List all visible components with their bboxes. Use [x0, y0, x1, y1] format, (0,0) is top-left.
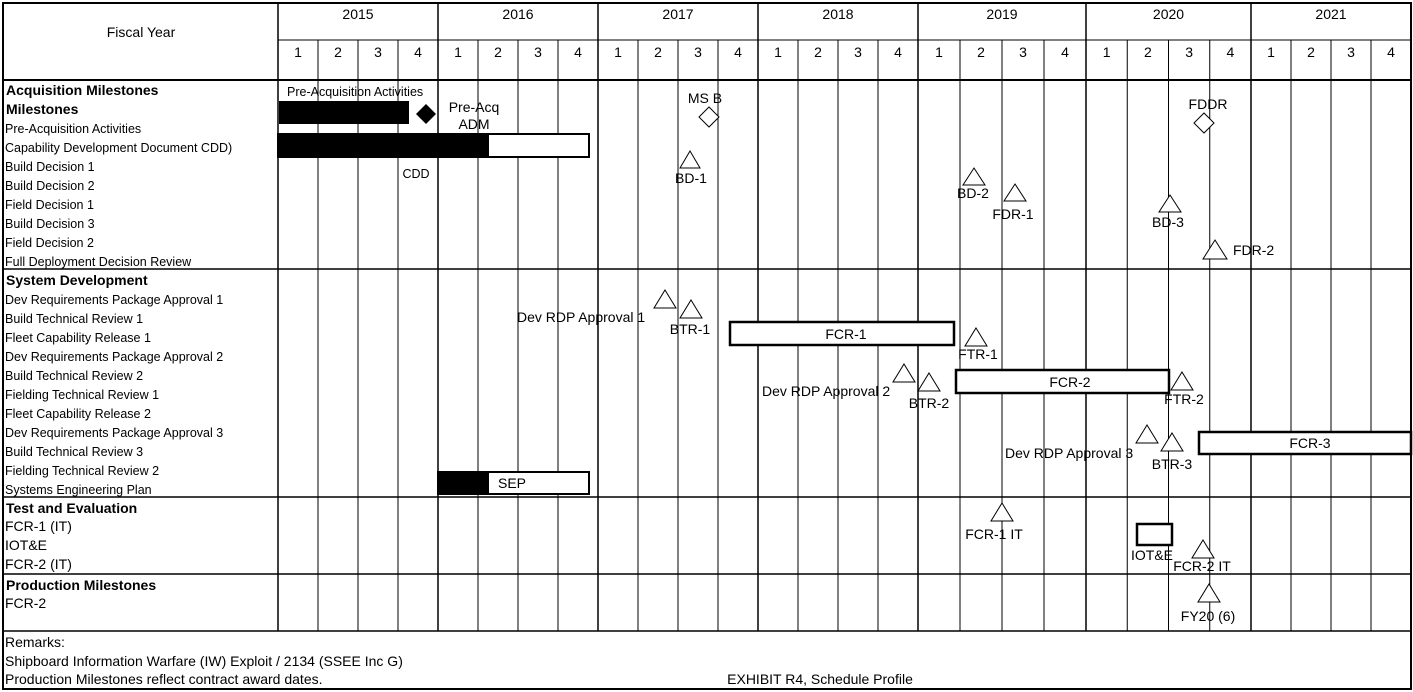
triangle-ftr-2	[1171, 372, 1193, 390]
triangle-dev-rdp-3	[1136, 425, 1158, 443]
quarter-label: 2	[1307, 44, 1315, 60]
annotation-dev-rdp-1: Dev RDP Approval 1	[517, 309, 646, 325]
annotation-btr-1: BTR-1	[669, 321, 711, 337]
quarter-label: 1	[1102, 44, 1111, 60]
annotation-sep: SEP	[497, 475, 527, 491]
quarter-label: 2	[814, 44, 822, 60]
quarter-labels	[294, 44, 1395, 60]
annotation-fcr-1: FCR-1	[825, 326, 867, 342]
year-label: 2018	[822, 6, 854, 22]
triangle-fdr-1	[1004, 184, 1026, 201]
section-title-production: Production Milestones	[6, 577, 157, 593]
triangle-fcr-2-it	[1192, 540, 1214, 558]
row-label: Fleet Capability Release 2	[5, 407, 151, 421]
triangle-bd-1	[680, 151, 700, 168]
annotation-bd-1: BD-1	[675, 170, 707, 186]
row-label: Build Decision 1	[5, 160, 95, 174]
triangle-fy20	[1198, 584, 1220, 602]
quarter-label: 4	[414, 44, 422, 60]
row-label: Build Technical Review 2	[5, 369, 144, 383]
fiscal-year-label: Fiscal Year	[106, 24, 176, 40]
quarter-label: 4	[894, 44, 902, 60]
row-label: Build Technical Review 1	[5, 312, 144, 326]
quarter-label: 3	[1019, 44, 1027, 60]
row-label: FCR-2	[5, 595, 47, 611]
quarter-label: 1	[454, 44, 462, 60]
triangle-fdr-2	[1203, 240, 1227, 259]
triangle-btr-3	[1161, 433, 1183, 451]
row-label-milestones: Milestones	[6, 101, 79, 117]
year-label: 2016	[502, 6, 534, 22]
diamond-pre-acq-adm	[416, 104, 436, 124]
quarter-label: 2	[334, 44, 342, 60]
quarter-label: 4	[734, 44, 742, 60]
annotation-ms-b: MS B	[687, 90, 723, 106]
triangle-bd-2	[963, 168, 985, 185]
row-label: Fielding Technical Review 2	[5, 464, 160, 478]
bar-sep-complete	[438, 472, 488, 494]
annotation-cdd: CDD	[402, 167, 430, 181]
triangle-dev-rdp-1	[654, 290, 676, 308]
annotation-fcr-2-it: FCR-2 IT	[1173, 558, 1231, 574]
gantt-bars	[278, 101, 1411, 545]
bar-cdd-planned	[488, 134, 589, 157]
row-label: IOT&E	[5, 537, 48, 553]
remarks-line-1: Shipboard Information Warfare (IW) Exploit / 2134 (SSEE Inc G)	[5, 653, 403, 669]
annotation-fcr-1-it: FCR-1 IT	[965, 526, 1023, 542]
triangle-btr-1	[680, 300, 702, 318]
quarter-label: 1	[774, 44, 782, 60]
quarter-label: 4	[1387, 44, 1395, 60]
row-label: Field Decision 1	[5, 198, 94, 212]
triangle-ftr-1	[965, 328, 987, 346]
row-label: Systems Engineering Plan	[5, 483, 152, 497]
triangle-bd-3	[1159, 195, 1181, 212]
annotation-pre-acq-adm-2: ADM	[458, 116, 490, 132]
remarks-label: Remarks:	[5, 634, 65, 650]
quarter-label: 3	[1347, 44, 1355, 60]
annotation-fddr: FDDR	[1188, 96, 1228, 112]
quarter-label: 2	[1143, 44, 1152, 60]
row-label: Dev Requirements Package Approval 1	[5, 293, 224, 307]
row-label: Pre-Acquisition Activities	[5, 122, 142, 136]
quarter-label: 3	[694, 44, 702, 60]
year-labels	[342, 6, 1346, 22]
row-label: Fielding Technical Review 1	[5, 388, 160, 402]
annotation-fdr-2: FDR-2	[1233, 242, 1275, 258]
quarter-label: 3	[534, 44, 542, 60]
year-label: 2019	[986, 6, 1018, 22]
year-label: 2021	[1315, 6, 1347, 22]
annotation-fcr-3: FCR-3	[1289, 435, 1331, 451]
row-label: Build Decision 2	[5, 179, 95, 193]
annotation-dev-rdp-2: Dev RDP Approval 2	[762, 383, 891, 399]
annotation-btr-2: BTR-2	[908, 395, 950, 411]
annotation-fdr-1: FDR-1	[992, 206, 1034, 222]
annotation-pre-acq-adm-1: Pre-Acq	[448, 99, 500, 115]
exhibit-title: EXHIBIT R4, Schedule Profile	[727, 671, 913, 687]
bar-cdd-complete	[278, 134, 488, 157]
annotation-ftr-2: FTR-2	[1164, 391, 1204, 407]
quarter-label: 2	[977, 44, 985, 60]
remarks-line-2: Production Milestones reflect contract award dates.	[5, 671, 323, 687]
quarter-label: 1	[614, 44, 622, 60]
row-label: Full Deployment Decision Review	[5, 255, 192, 269]
quarter-label: 1	[1267, 44, 1275, 60]
section-title-system-development: System Development	[6, 272, 148, 288]
quarter-label: 2	[494, 44, 502, 60]
row-label: Dev Requirements Package Approval 3	[5, 426, 224, 440]
quarter-label: 1	[935, 44, 943, 60]
annotation-bd-2: BD-2	[957, 185, 989, 201]
row-label: Capability Development Document CDD)	[5, 141, 233, 155]
year-label: 2020	[1152, 6, 1185, 22]
annotation-btr-3: BTR-3	[1151, 456, 1193, 472]
milestone-markers	[416, 104, 1227, 602]
annotation-dev-rdp-3: Dev RDP Approval 3	[1005, 445, 1134, 461]
quarter-label: 3	[1185, 44, 1194, 60]
triangle-dev-rdp-2	[893, 364, 915, 382]
row-label: Field Decision 2	[5, 236, 94, 250]
row-label: FCR-1 (IT)	[5, 518, 72, 534]
row-label: Build Technical Review 3	[5, 445, 144, 459]
triangle-btr-2	[918, 373, 940, 391]
diamond-ms-b	[699, 107, 719, 127]
annotation-bd-3: BD-3	[1152, 214, 1184, 230]
row-label: Build Decision 3	[5, 217, 95, 231]
quarter-label: 2	[654, 44, 662, 60]
bar-iote	[1137, 524, 1172, 545]
annotation-fy20: FY20 (6)	[1180, 608, 1236, 624]
annotation-pre-acq-activities: Pre-Acquisition Activities	[287, 85, 424, 99]
annotation-iote: IOT&E	[1130, 547, 1174, 563]
quarter-label: 3	[854, 44, 862, 60]
annotation-ftr-1: FTR-1	[958, 346, 998, 362]
quarter-label: 4	[1226, 44, 1235, 60]
year-label: 2017	[662, 6, 694, 22]
row-label: FCR-2 (IT)	[5, 556, 72, 572]
row-label: Fleet Capability Release 1	[5, 331, 151, 345]
row-label: Dev Requirements Package Approval 2	[5, 350, 224, 364]
year-label: 2015	[342, 6, 374, 22]
quarter-label: 4	[574, 44, 582, 60]
diamond-fddr	[1194, 113, 1214, 133]
section-title-acquisition: Acquisition Milestones	[6, 82, 159, 98]
triangle-fcr-1-it	[991, 503, 1013, 521]
annotation-fcr-2: FCR-2	[1049, 374, 1091, 390]
quarter-label: 3	[374, 44, 382, 60]
bar-pre-acquisition	[279, 101, 409, 124]
quarter-label: 1	[294, 44, 302, 60]
section-title-test-evaluation: Test and Evaluation	[6, 500, 138, 516]
quarter-label: 4	[1061, 44, 1069, 60]
